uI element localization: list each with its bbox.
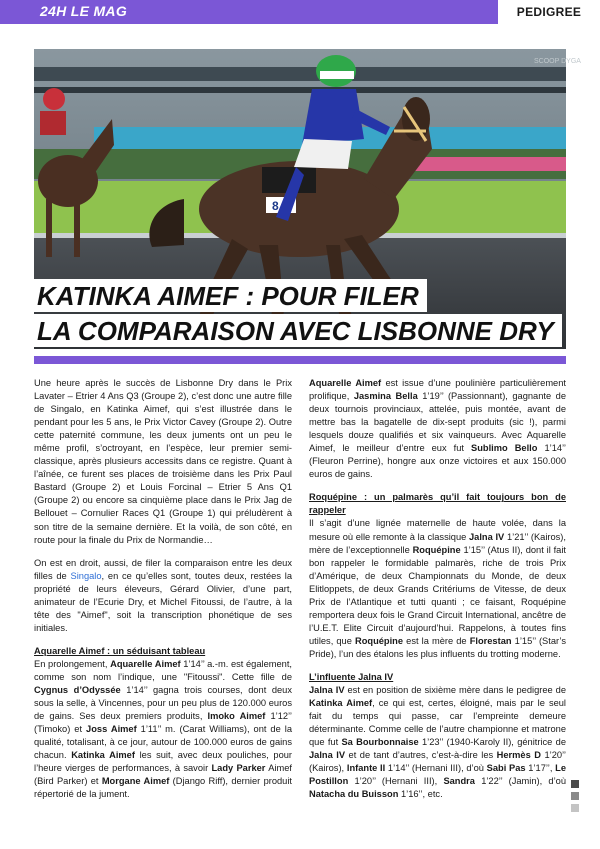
- page-marker-square-1: [571, 780, 579, 788]
- page-marker-square-2: [571, 792, 579, 800]
- article-column-right: [309, 377, 566, 811]
- top-banner: [0, 0, 600, 24]
- singalo-link[interactable]: Singalo: [70, 570, 102, 581]
- headline-line-2: LA COMPARAISON AVEC LISBONNE DRY: [34, 314, 562, 347]
- paragraph-intro: Une heure après le succès de Lisbonne Dry dans le Prix Lavater – Etrier 4 Ans Q3 (Groupe 2), c’est donc une autre fille de Singalo, en Katinka Aimef, qui s’est illustrée dans le pendant pour les 5 ans, le Prix Victor Cavey (Groupe 2). Outre cette paternité commune, les deux juments ont un peu le même profil, s’octroyant, en l’espèce, leur premier semi-classique, après plusieurs accessits dans ce registre. Quant à l’aînée, ce furent ses places de troisième dans les Prix Paul Bastard (Groupe 2) et Louis Forcinal – Etrier 5 Ans Q1 (Groupe 2) ou encore sa cinquième place dans le Prix Jag de Bellouet – Cornulier Races Q1 (Groupe 1) qui préludèrent à son titre de la semaine dernière. Et la voilà, de son côté, en route pour la finale du Prix de Normandie…: [34, 378, 292, 545]
- headline-line-1: KATINKA AIMEF : POUR FILER: [34, 279, 427, 312]
- svg-text:8: 8: [272, 199, 279, 213]
- subheading-roquepine: Roquépine : un palmarès qu’il fait toujours bon de rappeler: [309, 492, 566, 516]
- section-label: PEDIGREE: [516, 5, 582, 19]
- paragraph-jalna: Jalna IV est en position de sixième mère dans le pedigree de Katinka Aimef, ce qui est, certes, éloigné, mais par le seul fait du temps qui passe, car l’empreinte demeure déterminante. Comme celle de l’autre championne et matrone que fut Sa Bourbonnaise 1’23’’ (1940-Karoly II), génitrice de Jalna IV et de tant d’autres, c’est-à-dire les Hermès D 1’20’’ (Kairos), Infante II 1’14’’ (Hernani III), d’où Sabi Pas 1’17’’, Le Postillon 1’20’’ (Hernani III), Sandra 1’22’’ (Jamin), d’où Natacha du Buisson 1’16’’, etc.: [309, 685, 567, 800]
- subheading-jalna: L’influente Jalna IV: [309, 671, 394, 682]
- headline: [34, 279, 562, 347]
- paragraph-roquepine: Il s’agit d’une lignée maternelle de haute volée, dans la mesure où elle remonte à la classique Jalna IV 1’21’’ (Kairos), mère de l’exceptionnelle Roquépine 1’15’’ (Atus II), dont il fait bon rappeler le formidable palmarès, riche de trois Prix d’Amérique, de deux Championnats du Monde, de deux Elitloppets, de deux Grands Critériums de Vitesse, de deux Prix de l’Atlantique et tutti quanti ; ce faisant, Roquépine remportera deux fois le Grand Circuit International, ancêtre de l’U.E.T. Elite Circuit d’aujourd’hui. Rappelons, à toutes fins utiles, que Roquépine est la mère de Florestan 1’15’’ (Star’s Pride), l’un des étalons les plus influents du trotting moderne.: [309, 518, 566, 659]
- subheading-aquarelle: Aquarelle Aimef : un séduisant tableau: [34, 645, 206, 656]
- svg-text:SCOOP DYGA: SCOOP DYGA: [534, 58, 581, 65]
- section-tag: [498, 0, 600, 24]
- paragraph-jasmina: Aquarelle Aimef est issue d’une poulinière particulièrement prolifique, Jasmina Bella 1’19’’ (Passionnant), gagnante de deux tournois provinciaux, attelée, puis montée, avant de mettre bas la bagatelle de dix-sept produits (sic !), parmi lesquels douze qualifiés et six vainqueurs. Avec Aquarelle Aimef, le meilleur d’entre eux fut Sublimo Bello 1’14’’ (Fleuron Perrine), hongre aux onze victoires et aux 150.000 euros de gains.: [309, 378, 566, 480]
- magazine-title: 24H LE MAG: [40, 3, 128, 19]
- page-marker-square-3: [571, 804, 579, 812]
- paragraph-comparison: On est en droit, aussi, de filer la comparaison entre les deux filles de Singalo, en ce qu’elles sont, toutes deux, restées la propriété de leurs éleveurs, Gérard Olivier, d’une part, animateur de l’Ecurie Dry, et Michel Fitoussi, de l’autre, à la tête des "Aimef", soit la transcription phonétique de ses initiales.: [34, 557, 292, 633]
- accent-rule: [34, 356, 566, 364]
- article-column-left: [34, 377, 292, 811]
- paragraph-aquarelle: En prolongement, Aquarelle Aimef 1’14’’ a.-m. est également, comme son nom l’indique, une "Fitoussi". Cette fille de Cygnus d’Odyssée 1’14’’ gagna trois courses, dont deux sous la selle, à Vincennes, pour un peu plus de 120.000 euros de gains. Ses deux premiers produits, Imoko Aimef 1’12’’ (Timoko) et Joss Aimef 1’11’’ m. (Carat Williams), ont de la qualité, totalisant, à ce jour, autour de 100.000 euros de gains chacun. Katinka Aimef les suit, avec deux pouliches, pour l’heure vierges de performances, à savoir Lady Parker Aimef (Bird Parker) et Morgane Aimef (Django Riff), dernier produit répertorié de la jument.: [34, 658, 293, 800]
